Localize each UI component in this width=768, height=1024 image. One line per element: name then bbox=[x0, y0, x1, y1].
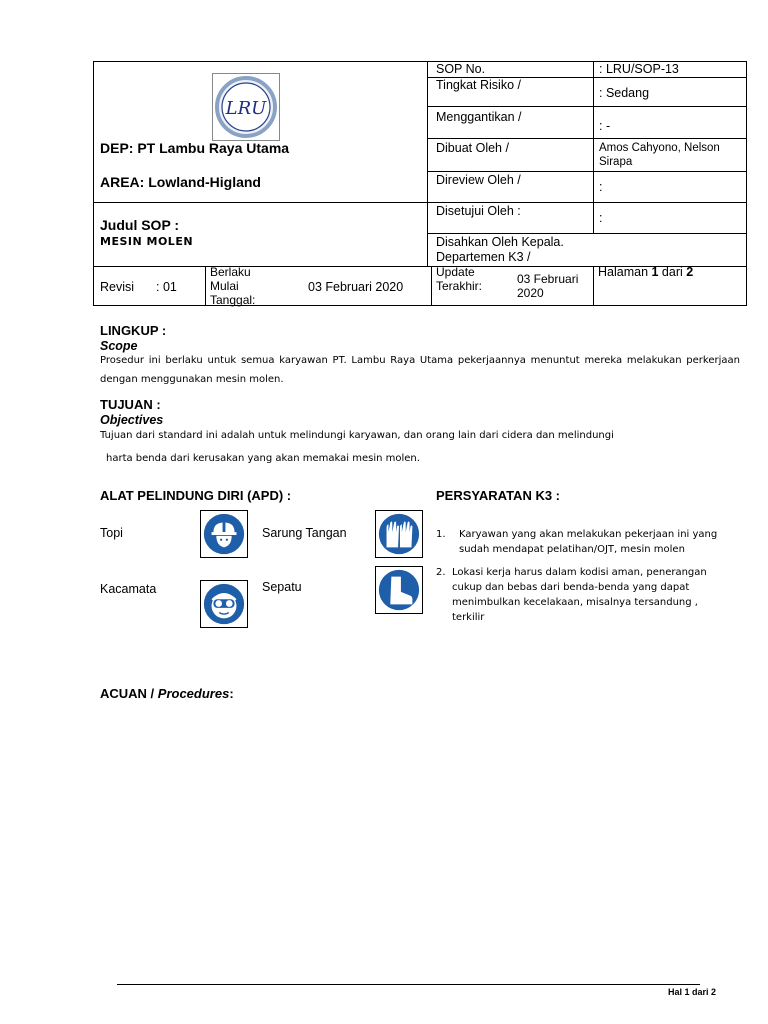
sop-title-label: Judul SOP : bbox=[100, 217, 180, 233]
approved-by-value: : bbox=[599, 211, 603, 225]
company-logo bbox=[212, 73, 280, 141]
ppe-label-helmet: Topi bbox=[100, 526, 123, 540]
sop-no-label: SOP No. bbox=[436, 62, 486, 76]
risk-level-value: : Sedang bbox=[599, 86, 650, 100]
objective-text-line1: Tujuan dari standard ini adalah untuk melindungi karyawan, dan orang lain dari cidera dan melindungi bbox=[100, 430, 614, 441]
ppe-label-shoes: Sepatu bbox=[262, 580, 302, 594]
sop-title-value: MESIN MOLEN bbox=[100, 235, 194, 248]
header-divider bbox=[431, 266, 432, 306]
sop-no-value: : LRU/SOP-13 bbox=[599, 62, 679, 76]
k3-item-number: 2. bbox=[436, 567, 446, 578]
objective-subtitle: Objectives bbox=[100, 413, 164, 427]
replaces-label: Menggantikan / bbox=[436, 110, 522, 124]
goggles-icon bbox=[200, 580, 248, 628]
effective-date-value: 03 Februari 2020 bbox=[308, 280, 404, 294]
procedures-title: ACUAN / Procedures: bbox=[100, 686, 234, 701]
scope-title: LINGKUP : bbox=[100, 323, 167, 338]
risk-level-label: Tingkat Risiko / bbox=[436, 78, 521, 92]
header-divider bbox=[427, 61, 428, 266]
effective-date-label: Berlaku Mulai Tanggal: bbox=[210, 265, 256, 307]
safety-boot-icon bbox=[375, 566, 423, 614]
reviewed-by-value: : bbox=[599, 180, 603, 194]
footer-rule bbox=[117, 984, 700, 985]
approved-by-label: Disetujui Oleh : bbox=[436, 204, 521, 218]
last-update-value: 03 Februari 2020 bbox=[517, 272, 579, 300]
k3-item-text: Karyawan yang akan melakukan pekerjaan ini yang sudah mendapat pelatihan/OJT, mesin molen bbox=[459, 529, 718, 555]
objective-text-line2: harta benda dari kerusakan yang akan memakai mesin molen. bbox=[106, 453, 420, 464]
k3-item-text: Lokasi kerja harus dalam kodisi aman, penerangan cukup dan bebas dari benda-benda yang dapat menimbulkan kecelakaan, misalnya tersandung , terkilir bbox=[452, 567, 707, 623]
k3-item-number: 1. bbox=[436, 529, 446, 540]
ppe-label-gloves: Sarung Tangan bbox=[262, 526, 347, 540]
header-divider bbox=[427, 106, 747, 107]
header-divider bbox=[427, 233, 747, 234]
replaces-value: : - bbox=[599, 119, 611, 133]
gloves-icon bbox=[375, 510, 423, 558]
k3-requirements-title: PERSYARATAN K3 : bbox=[436, 488, 561, 503]
scope-text: Prosedur ini berlaku untuk semua karyawan PT. Lambu Raya Utama pekerjaannya menuntut mereka melakukan perkerjaan dengan menggunakan mesin molen. bbox=[100, 355, 740, 385]
scope-subtitle: Scope bbox=[100, 339, 138, 353]
revision-value: : 01 bbox=[156, 280, 177, 294]
last-update-label: Update Terakhir: bbox=[436, 265, 483, 293]
header-divider bbox=[205, 266, 206, 306]
revision-label: Revisi bbox=[100, 280, 135, 294]
header-divider bbox=[427, 138, 747, 139]
footer-page-number: Hal 1 dari 2 bbox=[668, 987, 717, 997]
header-divider bbox=[593, 61, 594, 233]
objective-title: TUJUAN : bbox=[100, 397, 161, 412]
reviewed-by-label: Direview Oleh / bbox=[436, 173, 521, 187]
department-title: DEP: PT Lambu Raya Utama bbox=[100, 140, 290, 156]
hard-hat-icon bbox=[200, 510, 248, 558]
header-divider bbox=[593, 266, 594, 306]
created-by-value: Amos Cahyono, Nelson Sirapa bbox=[599, 142, 720, 168]
svg-text:LRU: LRU bbox=[225, 98, 267, 119]
ppe-title: ALAT PELINDUNG DIRI (APD) : bbox=[100, 488, 292, 503]
ratified-by-label: Disahkan Oleh Kepala. Departemen K3 / bbox=[436, 235, 564, 264]
ppe-label-goggles: Kacamata bbox=[100, 582, 157, 596]
created-by-label: Dibuat Oleh / bbox=[436, 141, 509, 155]
area-title: AREA: Lowland-Higland bbox=[100, 174, 261, 190]
header-divider bbox=[427, 202, 747, 203]
page-count: Halaman 1 dari 2 bbox=[598, 265, 694, 279]
header-divider bbox=[427, 171, 747, 172]
header-divider bbox=[93, 202, 427, 203]
